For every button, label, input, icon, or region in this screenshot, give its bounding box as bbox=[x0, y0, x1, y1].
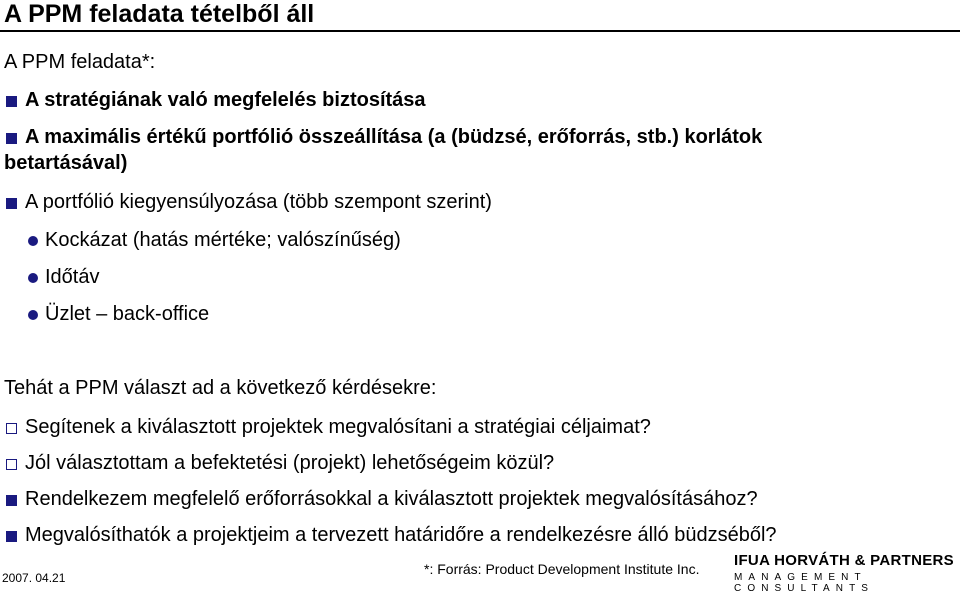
round-bullet-icon bbox=[28, 310, 38, 320]
criteria-item: Kockázat (hatás mértéke; valószínűség) bbox=[45, 229, 401, 251]
task-item: A stratégiának való megfelelés biztosítása bbox=[25, 89, 426, 111]
question-item: Segítenek a kiválasztott projektek megvalósítani a stratégiai céljaimat? bbox=[25, 416, 651, 438]
task-item-continuation: betartásával) bbox=[4, 152, 128, 174]
square-bullet-icon bbox=[6, 495, 17, 506]
question-item: Jól választottam a befektetési (projekt) lehetőségeim közül? bbox=[25, 452, 555, 474]
hollow-square-bullet-icon bbox=[6, 459, 17, 470]
footer-date: 2007. 04.21 bbox=[2, 571, 66, 585]
company-logo-name: IFUA HORVÁTH & PARTNERS bbox=[734, 552, 954, 569]
question-intro: Tehát a PPM választ ad a következő kérdésekre: bbox=[4, 377, 437, 399]
criteria-item: Üzlet – back-office bbox=[45, 303, 210, 325]
square-bullet-icon bbox=[6, 133, 17, 144]
question-item: Megvalósíthatók a projektjeim a tervezett határidőre a rendelkezésre álló büdzséből? bbox=[25, 524, 777, 546]
square-bullet-icon bbox=[6, 531, 17, 542]
task-item: A portfólió kiegyensúlyozása (több szempont szerint) bbox=[25, 191, 492, 213]
intro-text: A PPM feladata*: bbox=[4, 51, 156, 73]
round-bullet-icon bbox=[28, 273, 38, 283]
criteria-item: Időtáv bbox=[45, 266, 100, 288]
square-bullet-icon bbox=[6, 96, 17, 107]
round-bullet-icon bbox=[28, 236, 38, 246]
hollow-square-bullet-icon bbox=[6, 423, 17, 434]
company-logo-tagline: MANAGEMENT CONSULTANTS bbox=[734, 572, 875, 594]
question-item: Rendelkezem megfelelő erőforrásokkal a kiválasztott projektek megvalósításához? bbox=[25, 488, 758, 510]
task-item: A maximális értékű portfólió összeállítása (a (büdzsé, erőforrás, stb.) korlátok bbox=[25, 126, 763, 148]
page-title: A PPM feladata tételből áll bbox=[4, 0, 315, 28]
title-divider bbox=[0, 30, 960, 32]
footer-source: *: Forrás: Product Development Institute Inc. bbox=[424, 561, 700, 577]
square-bullet-icon bbox=[6, 198, 17, 209]
